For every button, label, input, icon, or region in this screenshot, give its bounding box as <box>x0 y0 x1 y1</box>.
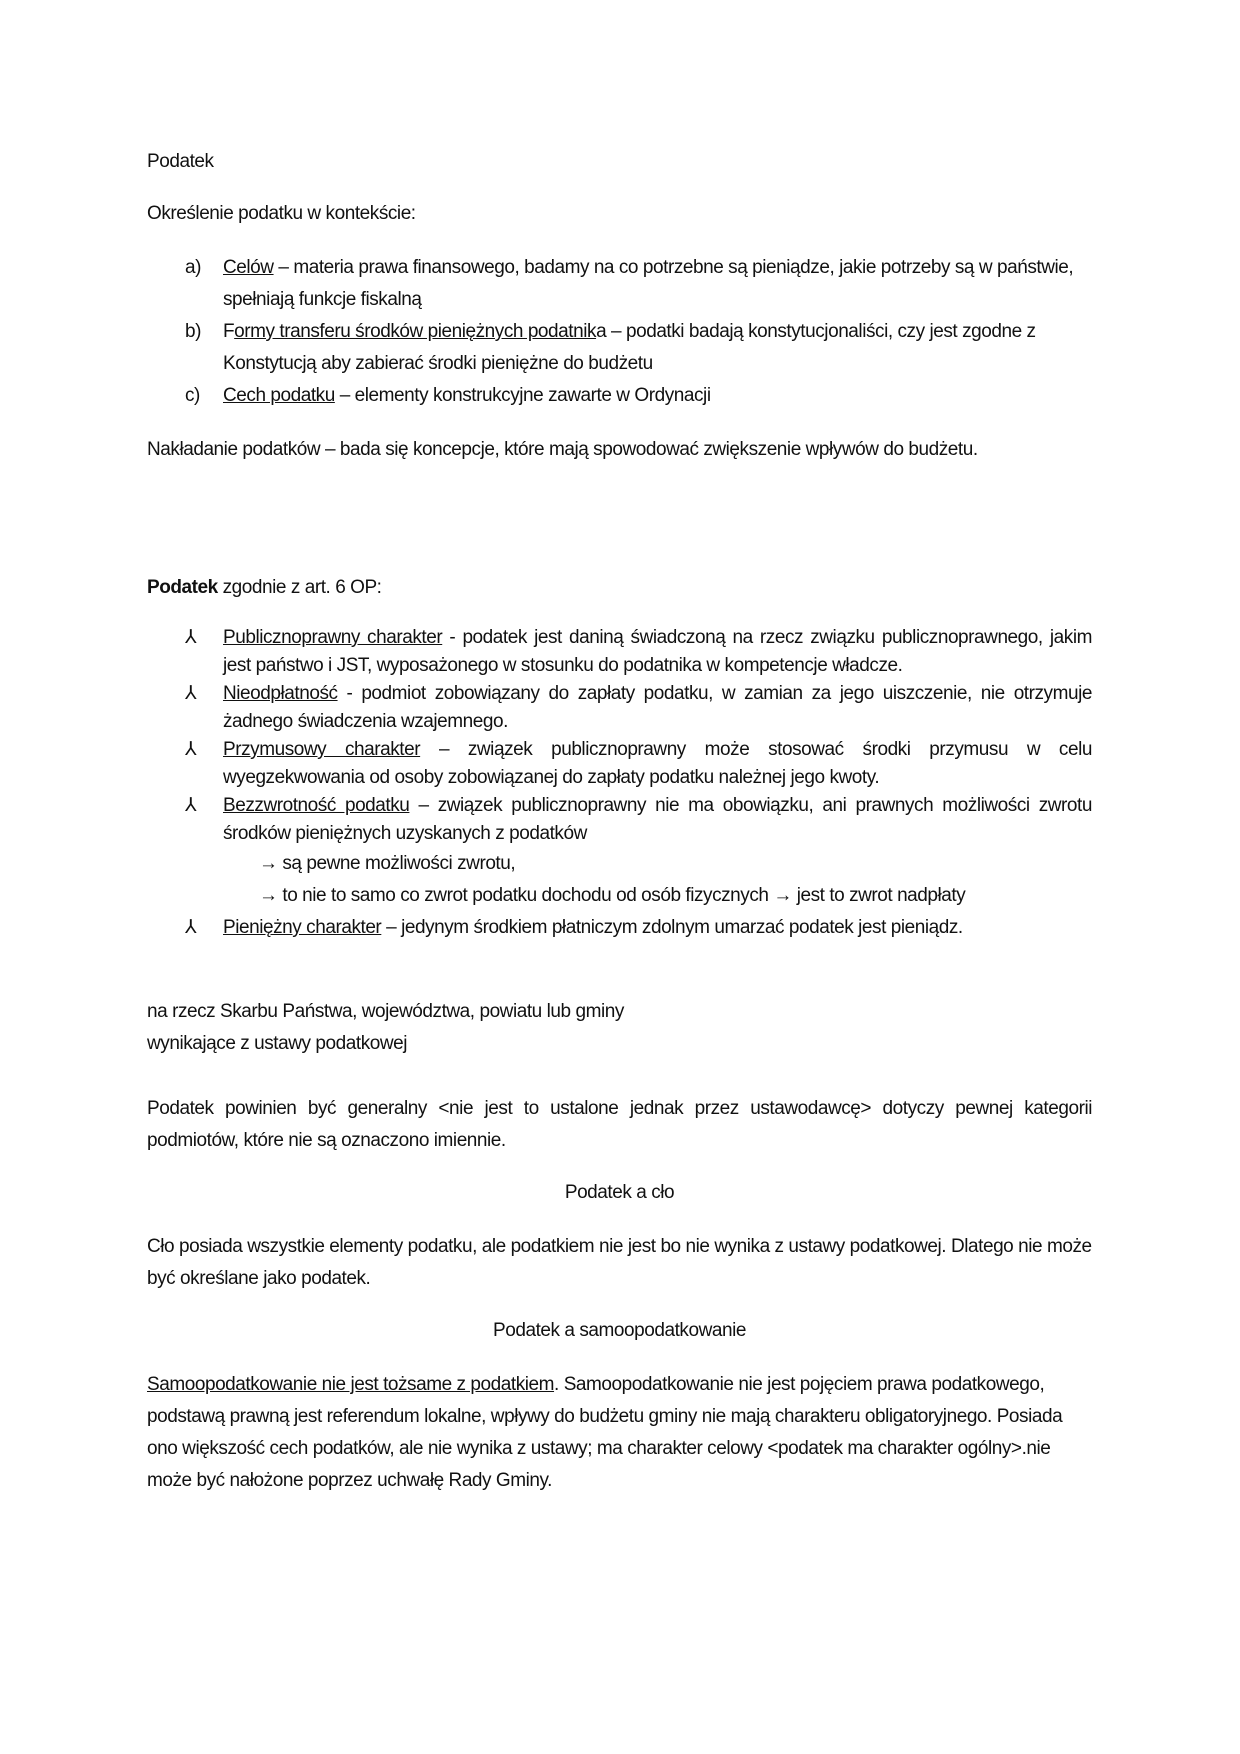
item-text: – związek publicznoprawny może stosować środki przymusu w celu wyegzekwowania od osoby zobowiązanej do zapłaty podatku należnej jego kwoty. <box>223 739 1092 788</box>
feature-item <box>147 736 1092 792</box>
item-text: - podatek jest daniną świadczoną na rzecz związku publicznoprawnego, jakim jest państwo i JST, wyposażonego w stosunku do podatnika w kompetencje władcze. <box>223 627 1092 676</box>
samoopodatkowanie-paragraph <box>147 1369 1092 1497</box>
definition-rest: zgodnie z art. 6 OP: <box>217 577 382 598</box>
bullet-icon: ⅄ <box>185 795 197 816</box>
context-item-b <box>147 316 1092 380</box>
extra-line: wynikające z ustawy podatkowej <box>147 1033 408 1054</box>
term: ormy transferu środków pieniężnych podatnik <box>234 321 597 342</box>
term: Pieniężny charakter <box>223 917 382 938</box>
item-text: – elementy konstrukcyjne zawarte w Ordynacji <box>334 385 711 406</box>
feature-item <box>147 680 1092 736</box>
item-text: - podmiot zobowiązany do zapłaty podatku, w zamian za jego uiszczenie, nie otrzymuje żadnego świadczenia wzajemnego. <box>223 683 1092 732</box>
list-marker: b) <box>185 321 201 342</box>
term: Bezzwrotność podatku <box>223 795 410 816</box>
term-prefix: F <box>223 321 235 342</box>
arrow-line: → są pewne możliwości zwrotu, <box>259 853 516 874</box>
definition-heading <box>147 572 1092 604</box>
extra-lines <box>147 996 1092 1060</box>
nakladanie-paragraph: Nakładanie podatków – bada się koncepcje, które mają spowodować zwiększenie wpływów do budżetu. <box>147 439 978 460</box>
arrow-line: → to nie to samo co zwrot podatku dochodu od osób fizycznych → jest to zwrot nadpłaty <box>259 885 966 906</box>
term: Przymusowy charakter <box>223 739 421 760</box>
context-item-a <box>147 252 1092 316</box>
heading-podatek-a-clo: Podatek a cło <box>564 1182 675 1203</box>
clo-paragraph: Cło posiada wszystkie elementy podatku, ale podatkiem nie jest bo nie wynika z ustawy podatkowej. Dlatego nie może być określane jako podatek. <box>147 1236 1092 1289</box>
bullet-icon: ⅄ <box>185 627 197 648</box>
feature-item <box>147 912 1092 944</box>
bullet-icon: ⅄ <box>185 917 197 938</box>
feature-item <box>147 624 1092 680</box>
list-marker: c) <box>185 385 200 406</box>
term: Nieodpłatność <box>223 683 338 704</box>
bullet-icon: ⅄ <box>185 683 197 704</box>
item-text: – jedynym środkiem płatniczym zdolnym umarzać podatek jest pieniądz. <box>381 917 963 938</box>
generalny-paragraph: Podatek powinien być generalny <nie jest to ustalone jednak przez ustawodawcę> dotyczy pewnej kategorii podmiotów, które nie są oznaczono imiennie. <box>147 1098 1092 1151</box>
term-suffix: a <box>596 321 607 342</box>
item-text: – podatki badają konstytucjonaliści, czy jest zgodne z Konstytucją aby zabierać środki pieniężne do budżetu <box>223 321 1036 374</box>
item-text: – związek publicznoprawny nie ma obowiązku, ani prawnych możliwości zwrotu środków pieniężnych uzyskanych z podatków <box>223 795 1092 844</box>
paragraph-text: . Samoopodatkowanie nie jest pojęciem prawa podatkowego, podstawą prawną jest referendum lokalne, wpływy do budżetu gminy nie mają charakteru obligatoryjnego. Posiada ono większość cech podatków, ale nie wynika z ustawy; ma charakter celowy <podatek ma charakter ogólny>.nie może być nałożone poprzez uchwałę Rady Gminy. <box>147 1374 1063 1491</box>
term: Publicznoprawny charakter <box>223 627 443 648</box>
list-marker: a) <box>185 257 201 278</box>
definition-bold: Podatek <box>147 577 218 598</box>
extra-line: na rzecz Skarbu Państwa, województwa, powiatu lub gminy <box>147 1001 624 1022</box>
underlined-statement: Samoopodatkowanie nie jest tożsame z podatkiem <box>147 1374 555 1395</box>
document-title: Podatek <box>147 151 214 172</box>
item-text: – materia prawa finansowego, badamy na co potrzebne są pieniądze, jakie potrzeby są w państwie, spełniają funkcje fiskalną <box>223 257 1074 310</box>
term: Celów <box>223 257 274 278</box>
intro-line: Określenie podatku w kontekście: <box>147 203 416 224</box>
context-list <box>147 252 1092 412</box>
context-item-c <box>147 380 1092 412</box>
feature-item <box>147 792 1092 848</box>
bullet-icon: ⅄ <box>185 739 197 760</box>
term: Cech podatku <box>223 385 335 406</box>
heading-podatek-a-samoopodatkowanie: Podatek a samoopodatkowanie <box>493 1320 746 1341</box>
features-list <box>147 624 1092 944</box>
